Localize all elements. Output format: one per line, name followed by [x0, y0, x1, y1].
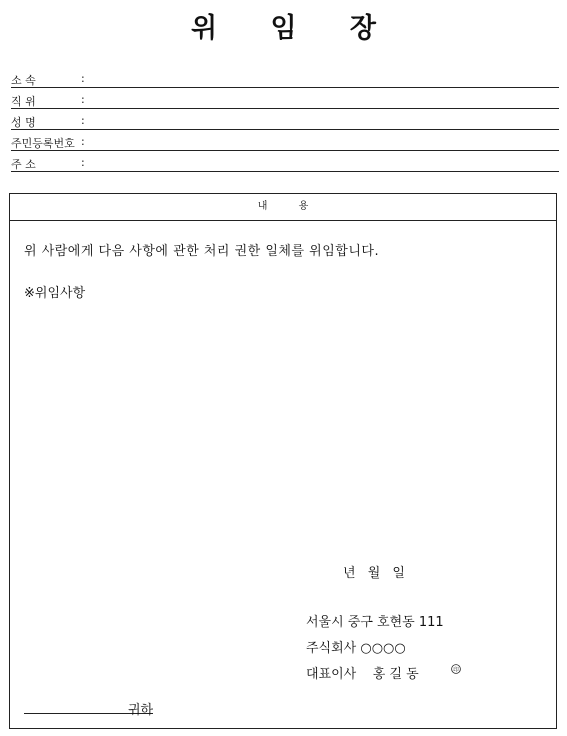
document-title: 위 임 장: [190, 13, 399, 44]
company-address: 서울시 중구 호현동 111: [306, 615, 444, 630]
field-resident-number: [11, 132, 559, 151]
field-colon: :: [81, 72, 85, 85]
seal-icon: [451, 664, 461, 674]
field-position: [11, 90, 559, 109]
field-label: 주민등록번호: [11, 137, 75, 150]
field-affiliation: [11, 69, 559, 88]
representative-name: 대표이사 홍 길 동: [306, 667, 419, 682]
field-address: [11, 153, 559, 172]
field-label: 소 속: [11, 74, 36, 87]
date-line: 년 월 일: [343, 566, 405, 581]
field-label: 주 소: [11, 158, 36, 171]
delegation-text: 위 사람에게 다음 사항에 관한 처리 권한 일체를 위임합니다.: [24, 244, 380, 259]
content-header: 내 용: [10, 194, 556, 221]
field-name: [11, 111, 559, 130]
field-colon: :: [81, 93, 85, 106]
field-colon: :: [81, 156, 85, 169]
field-colon: :: [81, 114, 85, 127]
content-box: [9, 193, 557, 729]
recipient-suffix: 귀하: [128, 703, 154, 718]
field-label: 성 명: [11, 116, 36, 129]
delegation-items-heading: ※위임사항: [24, 286, 86, 301]
field-colon: :: [81, 135, 85, 148]
seal-text: 印: [453, 667, 459, 674]
company-name: 주식회사 ○○○○: [306, 641, 406, 656]
field-label: 직 위: [11, 95, 36, 108]
